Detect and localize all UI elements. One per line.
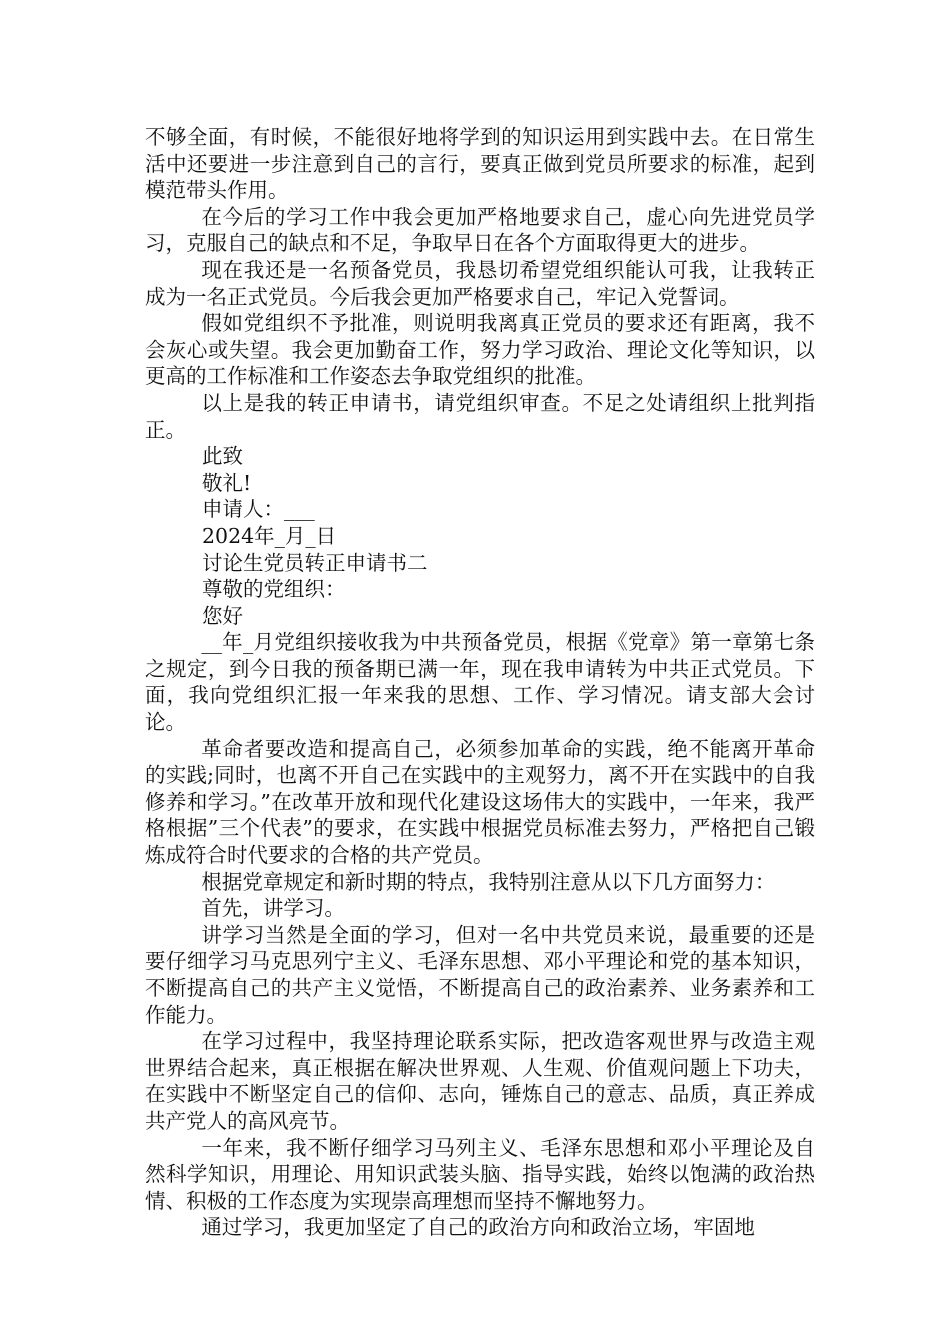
paragraph: 一年来，我不断仔细学习马列主义、毛泽东思想和邓小平理论及自然科学知识，用理论、用知识武装头脑、指导实践，始终以饱满的政治热情、积极的工作态度为实现崇高理想而坚持不懈地努力。 <box>145 1135 815 1213</box>
greeting-line: 您好 <box>202 603 243 628</box>
paragraph: 根据党章规定和新时期的特点，我特别注意从以下几方面努力： <box>201 869 776 894</box>
paragraph: 革命者要改造和提高自己，必须参加革命的实践，绝不能离开革命的实践;同时，也离不开自己在实践中的主观努力，离不开在实践中的自我修养和学习。”在改革开放和现代化建设这场伟大的实践中，一年来，我严格根据”三个代表”的要求，在实践中根据党员标准去努力，严格把自己锻炼成符合时代要求的合格的共产党员。 <box>145 736 815 868</box>
date-line: 2024年_月_日 <box>202 523 337 548</box>
salutation-line: 敬礼! <box>202 470 252 495</box>
paragraph: 在学习过程中，我坚持理论联系实际，把改造客观世界与改造主观世界结合起来，真正根据在解决世界观、人生观、价值观问题上下功夫，在实践中不断坚定自己的信仰、志向，锤炼自己的意志、品质，真正养成共产党人的高风亮节。 <box>145 1029 815 1133</box>
greeting-line: 尊敬的党组织： <box>202 577 346 602</box>
paragraph: 讲学习当然是全面的学习，但对一名中共党员来说，最重要的还是要仔细学习马克思列宁主义、毛泽东思想、邓小平理论和党的基本知识，不断提高自己的共产主义觉悟，不断提高自己的政治素养、业务素养和工作能力。 <box>145 922 815 1027</box>
paragraph: __年_月党组织接收我为中共预备党员，根据《党章》第一章第七条之规定，到今日我的预备期已满一年，现在我申请转为中共正式党员。下面，我向党组织汇报一年来我的思想、工作、学习情况。请支部大会讨论。 <box>145 630 815 735</box>
paragraph: 通过学习，我更加坚定了自己的政治方向和政治立场，牢固地 <box>201 1215 755 1240</box>
paragraph: 假如党组织不予批准，则说明我离真正党员的要求还有距离，我不会灰心或失望。我会更加勤奋工作，努力学习政治、理论文化等知识，以更高的工作标准和工作姿态去争取党组织的批准。 <box>145 311 815 389</box>
paragraph: 现在我还是一名预备党员，我恳切希望党组织能认可我，让我转正成为一名正式党员。今后我会更加严格要求自己，牢记入党誓词。 <box>145 257 815 309</box>
salutation-line: 此致 <box>202 444 243 469</box>
paragraph: 首先，讲学习。 <box>201 896 345 921</box>
paragraph: 以上是我的转正申请书，请党组织审查。不足之处请组织上批判指正。 <box>145 390 815 442</box>
paragraph: 不够全面，有时候，不能很好地将学到的知识运用到实践中去。在日常生活中还要进一步注意到自己的言行，要真正做到党员所要求的标准，起到模范带头作用。 <box>145 125 815 203</box>
document-page <box>145 124 815 1241</box>
applicant-line: 申请人：___ <box>202 497 315 522</box>
paragraph: 在今后的学习工作中我会更加严格地要求自己，虚心向先进党员学习，克服自己的缺点和不足，争取早日在各个方面取得更大的进步。 <box>145 204 815 256</box>
section-title: 讨论生党员转正申请书二 <box>202 550 428 575</box>
